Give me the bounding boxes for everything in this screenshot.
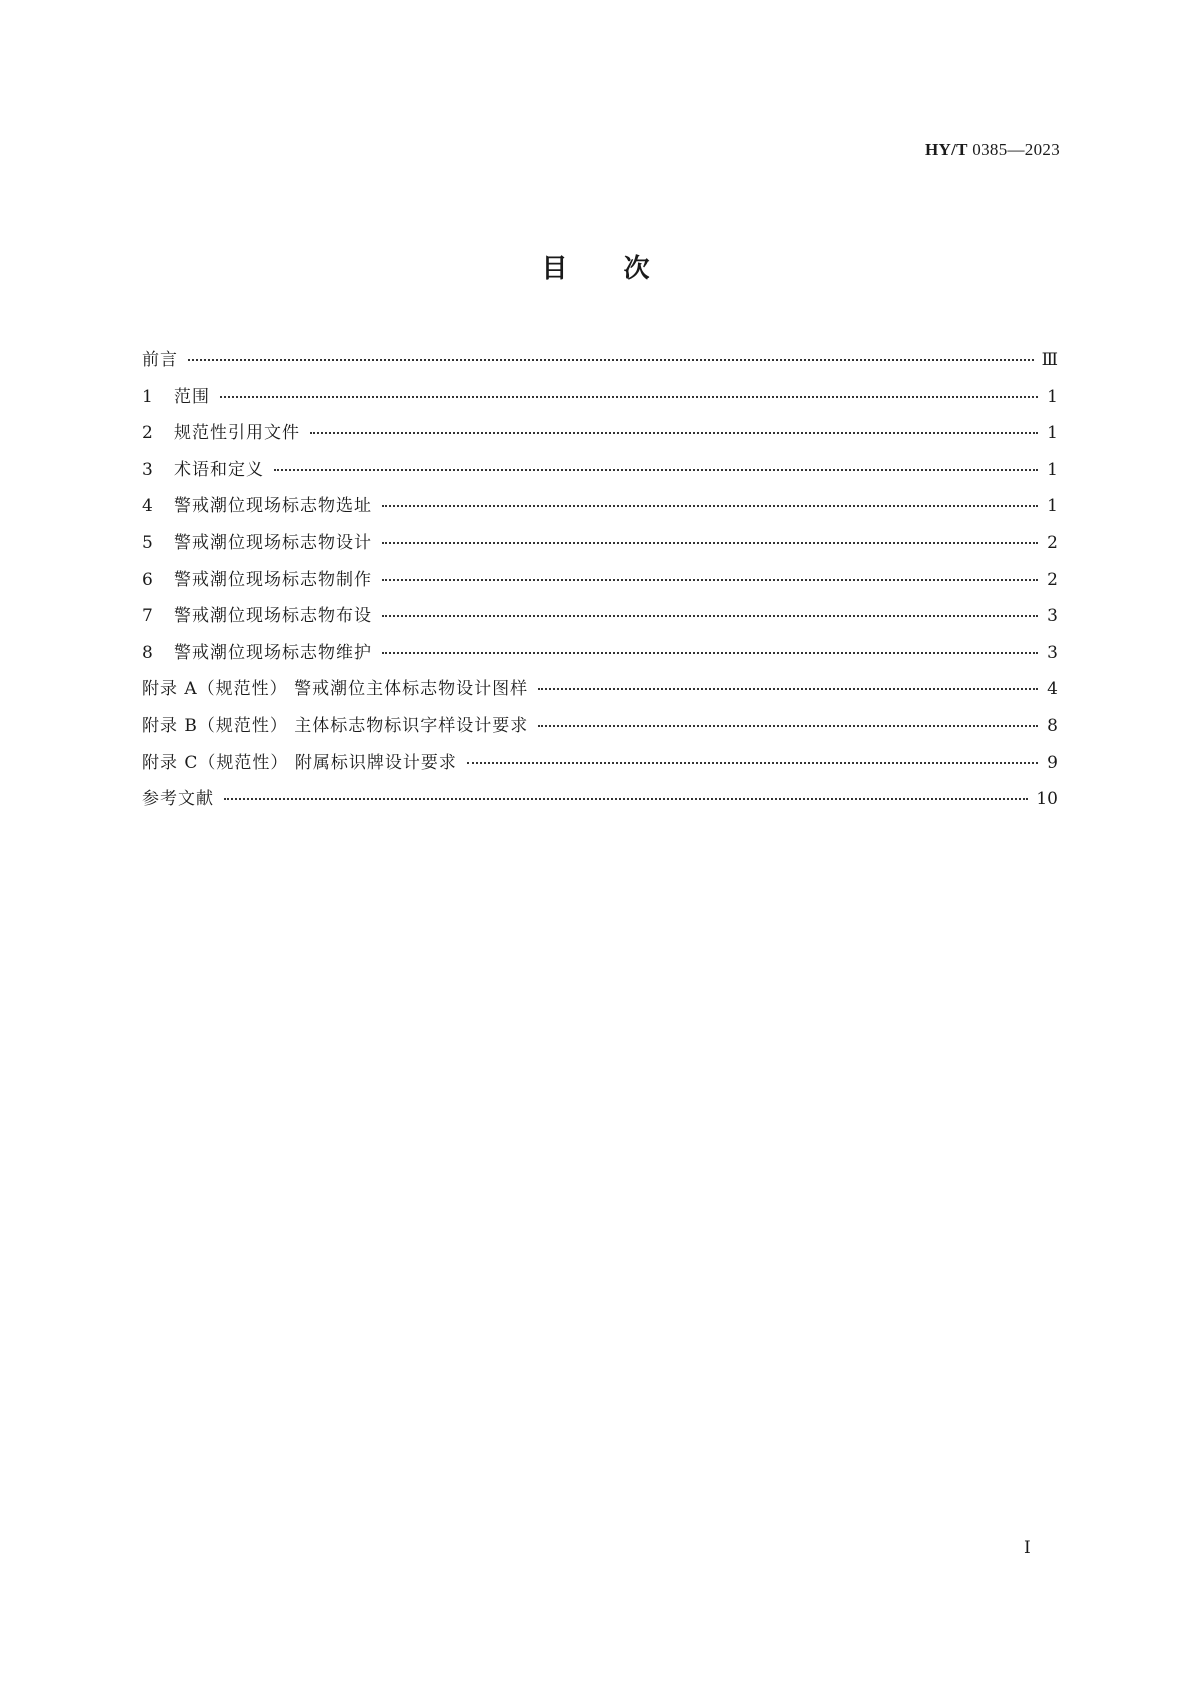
toc-entry-label: 范围 — [174, 386, 210, 407]
standard-code-prefix: HY/T — [924, 140, 968, 159]
toc-entry-label: 附录 C（规范性） 附属标识牌设计要求 — [142, 752, 457, 773]
toc-section-number: 7 — [142, 606, 153, 627]
toc-entry-label: 警戒潮位现场标志物布设 — [174, 606, 372, 627]
toc-section-number: 2 — [142, 423, 153, 444]
toc-section-number: 3 — [142, 459, 153, 480]
toc-section-number: 5 — [142, 532, 153, 553]
toc-entry-label: 警戒潮位现场标志物选址 — [174, 496, 372, 517]
toc-entry-label: 术语和定义 — [174, 459, 264, 480]
toc-entry-label: 附录 A（规范性） 警戒潮位主体标志物设计图样 — [142, 679, 529, 700]
toc-page-number: 8 — [1047, 715, 1058, 736]
toc-section-number: 6 — [142, 569, 153, 590]
toc-leader-dots — [188, 359, 1034, 361]
toc-leader-dots — [310, 432, 1038, 434]
toc-leader-dots — [382, 505, 1038, 507]
standard-code-number: 0385—2023 — [972, 140, 1060, 159]
toc-entry[interactable] — [142, 601, 1058, 638]
toc-entry-label: 警戒潮位现场标志物制作 — [174, 569, 372, 590]
toc-entry-label: 警戒潮位现场标志物设计 — [174, 532, 372, 553]
table-of-contents — [142, 345, 1058, 821]
toc-entry-label: 警戒潮位现场标志物维护 — [174, 642, 372, 663]
toc-entry[interactable] — [142, 382, 1058, 419]
toc-entry[interactable] — [142, 528, 1058, 565]
toc-page-number: 2 — [1047, 532, 1058, 553]
toc-leader-dots — [538, 688, 1038, 690]
toc-section-number: 8 — [142, 642, 153, 663]
toc-leader-dots — [382, 542, 1038, 544]
toc-page-number: 3 — [1047, 642, 1058, 663]
toc-entry[interactable] — [142, 418, 1058, 455]
toc-entry[interactable] — [142, 491, 1058, 528]
toc-leader-dots — [538, 725, 1038, 727]
toc-leader-dots — [224, 798, 1028, 800]
toc-page-number: 1 — [1047, 496, 1058, 517]
toc-page-number: 9 — [1047, 752, 1058, 773]
page-title: 目次 — [541, 254, 706, 284]
toc-page-number: 1 — [1047, 386, 1058, 407]
toc-page-number: 1 — [1047, 459, 1058, 480]
toc-leader-dots — [382, 579, 1038, 581]
toc-entry-label: 前言 — [142, 350, 178, 370]
toc-leader-dots — [274, 469, 1038, 471]
toc-page-number: 1 — [1047, 423, 1058, 444]
toc-entry[interactable] — [142, 345, 1058, 382]
toc-section-number: 4 — [142, 496, 153, 517]
standard-code — [925, 140, 1060, 160]
toc-entry-label: 规范性引用文件 — [174, 423, 300, 444]
toc-leader-dots — [220, 396, 1038, 398]
toc-page-number: 2 — [1047, 569, 1058, 590]
toc-entry-appendix[interactable] — [142, 674, 1058, 711]
toc-entry[interactable] — [142, 638, 1058, 675]
toc-section-number: 1 — [142, 386, 153, 407]
toc-leader-dots — [467, 762, 1038, 764]
toc-page-number: 10 — [1036, 789, 1058, 810]
toc-page-number: 3 — [1047, 606, 1058, 627]
toc-entry-label: 参考文献 — [142, 789, 214, 810]
toc-page-number: 4 — [1047, 679, 1058, 700]
toc-entry-appendix[interactable] — [142, 711, 1058, 748]
toc-entry-label: 附录 B（规范性） 主体标志物标识字样设计要求 — [142, 715, 529, 736]
toc-page-number: Ⅲ — [1041, 350, 1058, 370]
toc-entry-appendix[interactable] — [142, 748, 1058, 785]
toc-leader-dots — [382, 615, 1038, 617]
toc-entry[interactable] — [142, 565, 1058, 602]
toc-entry[interactable] — [142, 455, 1058, 492]
toc-entry[interactable] — [142, 784, 1058, 821]
footer-page-number: Ⅰ — [1024, 1538, 1031, 1558]
toc-leader-dots — [382, 652, 1038, 654]
